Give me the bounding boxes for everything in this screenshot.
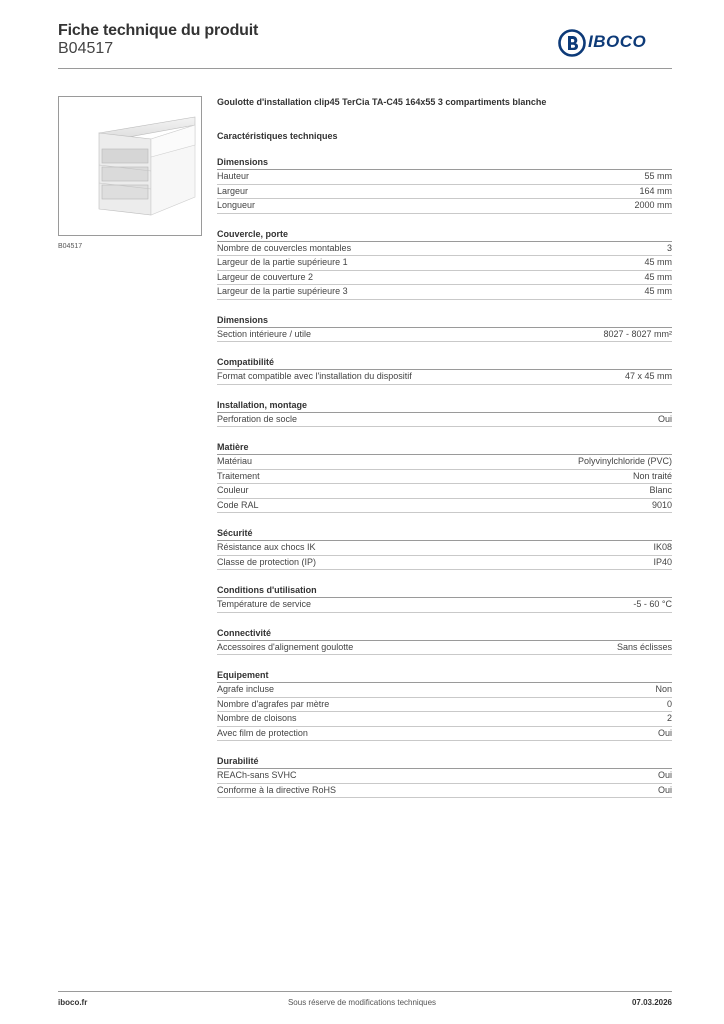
- product-title: Goulotte d'installation clip45 TerCia TA-C45 164x55 3 compartiments blanche: [217, 97, 547, 107]
- spec-value: 45 mm: [644, 286, 672, 296]
- spec-row: [217, 170, 672, 185]
- spec-row: [217, 199, 672, 214]
- spec-row: [217, 455, 672, 470]
- tech-heading: Caractéristiques techniques: [217, 131, 338, 141]
- spec-value: IP40: [653, 556, 672, 567]
- spec-label: Traitement: [217, 470, 260, 481]
- spec-value: 45 mm: [644, 271, 672, 282]
- logo-wordmark: IBOCO: [588, 32, 647, 51]
- iboco-logo: [558, 28, 672, 58]
- spec-label: REACh-sans SVHC: [217, 770, 297, 780]
- footer-website[interactable]: iboco.fr: [58, 998, 88, 1007]
- spec-value: 9010: [651, 499, 672, 510]
- section-title: Equipement: [217, 669, 672, 683]
- spec-row: [217, 784, 672, 799]
- spec-label: Perforation de socle: [217, 413, 298, 424]
- spec-section: [217, 669, 672, 741]
- spec-row: [217, 598, 672, 613]
- spec-section: [217, 314, 672, 343]
- spec-label: Nombre de couvercles montables: [217, 242, 352, 253]
- section-title: Dimensions: [217, 156, 672, 170]
- spec-section: [217, 527, 672, 570]
- spec-row: [217, 698, 672, 713]
- spec-row: [217, 641, 672, 656]
- image-caption: B04517: [58, 243, 83, 250]
- spec-label: Format compatible avec l'installation du dispositif: [217, 371, 412, 381]
- spec-section: [217, 399, 672, 428]
- footer-disclaimer: Sous réserve de modifications techniques: [287, 998, 437, 1007]
- product-image: [58, 96, 202, 236]
- spec-label: Hauteur: [217, 171, 250, 181]
- spec-section: [217, 228, 672, 300]
- spec-value: Oui: [657, 784, 672, 795]
- spec-label: Température de service: [217, 599, 312, 609]
- spec-label: Largeur: [217, 185, 249, 196]
- spec-value: 0: [666, 698, 672, 709]
- spec-value: 55 mm: [644, 171, 672, 181]
- spec-row: [217, 256, 672, 271]
- spec-section: [217, 156, 672, 214]
- spec-label: Classe de protection (IP): [217, 556, 317, 567]
- section-title: Conditions d'utilisation: [217, 584, 672, 598]
- spec-value: Oui: [657, 770, 672, 780]
- spec-label: Matériau: [217, 456, 253, 466]
- spec-label: Largeur de couverture 2: [217, 271, 314, 282]
- spec-row: [217, 712, 672, 727]
- spec-label: Code RAL: [217, 499, 259, 510]
- section-title: Installation, montage: [217, 399, 672, 413]
- page-header: [58, 22, 672, 68]
- section-title: Durabilité: [217, 755, 672, 769]
- spec-value: Oui: [657, 413, 672, 424]
- spec-content: [217, 96, 672, 798]
- section-title: Couvercle, porte: [217, 228, 672, 242]
- spec-section: [217, 441, 672, 513]
- page-title: Fiche technique du produit: [58, 22, 259, 39]
- spec-label: Largeur de la partie supérieure 3: [217, 286, 348, 296]
- spec-row: [217, 727, 672, 742]
- spec-value: 164 mm: [639, 185, 672, 196]
- product-code: B04517: [58, 40, 114, 57]
- spec-label: Résistance aux chocs IK: [217, 542, 316, 552]
- spec-sections: [217, 156, 672, 798]
- spec-value: Sans éclisses: [616, 641, 672, 652]
- footer-date: 07.03.2026: [631, 998, 672, 1007]
- footer-divider: [58, 991, 672, 992]
- section-title: Compatibilité: [217, 356, 672, 370]
- spec-label: Longueur: [217, 200, 256, 210]
- spec-value: 2000 mm: [634, 200, 672, 210]
- spec-value: 45 mm: [644, 257, 672, 267]
- spec-row: [217, 242, 672, 257]
- spec-label: Nombre d'agrafes par mètre: [217, 698, 330, 709]
- iboco-logo-icon: [558, 29, 586, 57]
- spec-label: Accessoires d'alignement goulotte: [217, 641, 354, 652]
- spec-row: [217, 285, 672, 300]
- header-divider: [58, 68, 672, 69]
- spec-row: [217, 185, 672, 200]
- spec-value: 47 x 45 mm: [624, 371, 672, 381]
- spec-section: [217, 627, 672, 656]
- spec-value: 3: [666, 242, 672, 253]
- spec-row: [217, 683, 672, 698]
- spec-label: Largeur de la partie supérieure 1: [217, 257, 348, 267]
- spec-value: -5 - 60 °C: [633, 599, 672, 609]
- spec-row: [217, 499, 672, 514]
- spec-value: Non: [655, 684, 672, 694]
- spec-section: [217, 584, 672, 613]
- spec-row: [217, 271, 672, 286]
- section-title: Sécurité: [217, 527, 672, 541]
- section-title: Matière: [217, 441, 672, 455]
- spec-value: IK08: [653, 542, 672, 552]
- spec-label: Agrafe incluse: [217, 684, 275, 694]
- spec-row: [217, 484, 672, 499]
- spec-row: [217, 769, 672, 784]
- section-title: Dimensions: [217, 314, 672, 328]
- spec-section: [217, 755, 672, 798]
- spec-value: Blanc: [649, 485, 672, 495]
- spec-value: Non traité: [632, 470, 672, 481]
- spec-value: Oui: [657, 727, 672, 738]
- spec-row: [217, 328, 672, 343]
- spec-row: [217, 556, 672, 571]
- spec-label: Conforme à la directive RoHS: [217, 784, 337, 795]
- spec-row: [217, 413, 672, 428]
- spec-value: 8027 - 8027 mm²: [603, 328, 672, 339]
- spec-label: Couleur: [217, 485, 249, 495]
- spec-label: Avec film de protection: [217, 727, 308, 738]
- cable-duct-illustration: [59, 97, 201, 235]
- spec-label: Section intérieure / utile: [217, 328, 312, 339]
- spec-section: [217, 356, 672, 385]
- spec-label: Nombre de cloisons: [217, 713, 297, 723]
- spec-value: 2: [666, 713, 672, 723]
- section-title: Connectivité: [217, 627, 672, 641]
- spec-row: [217, 370, 672, 385]
- spec-row: [217, 470, 672, 485]
- spec-value: Polyvinylchloride (PVC): [577, 456, 672, 466]
- spec-row: [217, 541, 672, 556]
